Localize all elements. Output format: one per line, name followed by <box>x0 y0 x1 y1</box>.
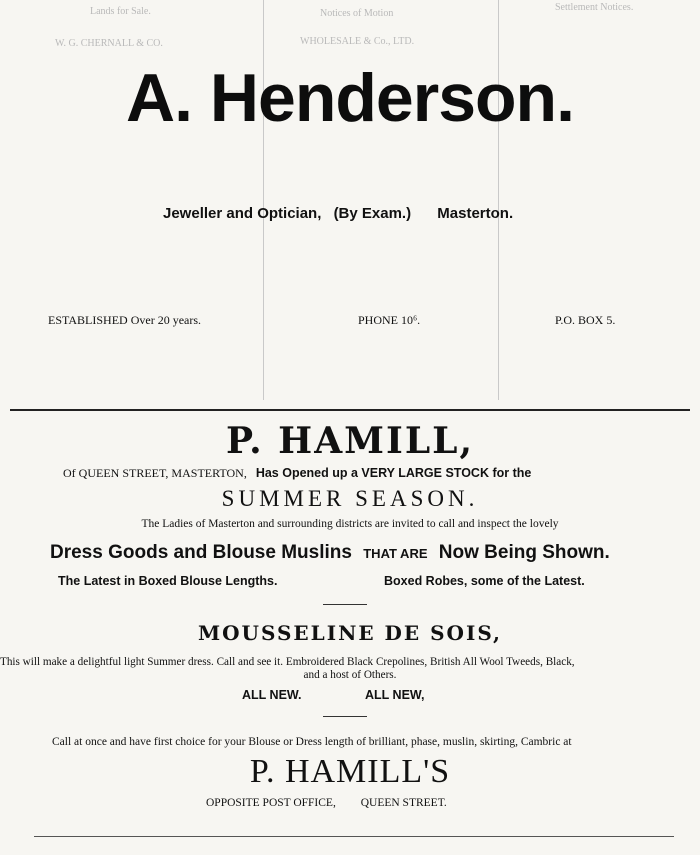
henderson-trade <box>163 205 513 222</box>
hamill-feature-line <box>50 542 610 564</box>
hamill-opened-line <box>63 466 531 481</box>
bleed-text: Notices of Motion <box>320 8 394 19</box>
bottom-rule <box>34 836 674 837</box>
hamill-opened: Has Opened up a VERY LARGE STOCK for the <box>255 466 532 480</box>
hamill-call-line: Call at once and have first choice for your Blouse or Dress length of brilliant, phase, muslin, skirting, Cambric at <box>52 736 572 748</box>
henderson-established: ESTABLISHED Over 20 years. <box>48 313 202 327</box>
short-rule <box>323 604 367 605</box>
henderson-name: A. Henderson. <box>126 60 574 136</box>
trade-town: Masterton. <box>437 205 514 222</box>
separator-rule <box>10 409 690 411</box>
hamill-body-line1: This will make a delightful light Summer dress. Call and see it. Embroidered Black Crepolines, British All Wool Tweeds, Black, <box>0 656 575 668</box>
location-street: QUEEN STREET. <box>360 797 447 809</box>
trade-exam: (By Exam.) <box>333 205 412 222</box>
bleed-text: WHOLESALE & Co., LTD. <box>300 36 415 47</box>
all-new-1: ALL NEW. <box>242 688 302 702</box>
hamill-mousseline: MOUSSELINE DE SOIS, <box>197 621 503 645</box>
hamill-season: SUMMER SEASON. <box>221 486 479 511</box>
bleed-text: Settlement Notices. <box>555 2 634 13</box>
feature-goods: Dress Goods and Blouse Muslins <box>50 542 352 563</box>
feature-shown: Now Being Shown. <box>438 542 610 563</box>
location-opposite: OPPOSITE POST OFFICE, <box>206 797 336 809</box>
henderson-po-box: P.O. BOX 5. <box>555 313 616 327</box>
hamill-invite: The Ladies of Masterton and surrounding districts are invited to call and inspect the lovely <box>141 518 559 530</box>
feature-that-are: THAT ARE <box>363 546 428 561</box>
trade-jeweller: Jeweller and Optician, <box>163 205 322 222</box>
hamill-address: Of QUEEN STREET, MASTERTON, <box>63 466 247 480</box>
henderson-phone: PHONE 10⁶. <box>358 313 421 327</box>
short-rule <box>323 716 367 717</box>
hamill-latest-left: The Latest in Boxed Blouse Lengths. <box>58 574 278 588</box>
hamill-name: P. HAMILL, <box>226 420 474 462</box>
hamill-body-line2: and a host of Others. <box>303 669 397 681</box>
all-new-2: ALL NEW, <box>365 688 425 702</box>
bleed-text: Lands for Sale. <box>90 6 151 17</box>
hamill-signature: P. HAMILL'S <box>249 753 451 790</box>
hamill-latest-right: Boxed Robes, some of the Latest. <box>384 574 585 588</box>
bleed-text: W. G. CHERNALL & CO. <box>55 38 163 49</box>
hamill-location <box>206 797 447 809</box>
